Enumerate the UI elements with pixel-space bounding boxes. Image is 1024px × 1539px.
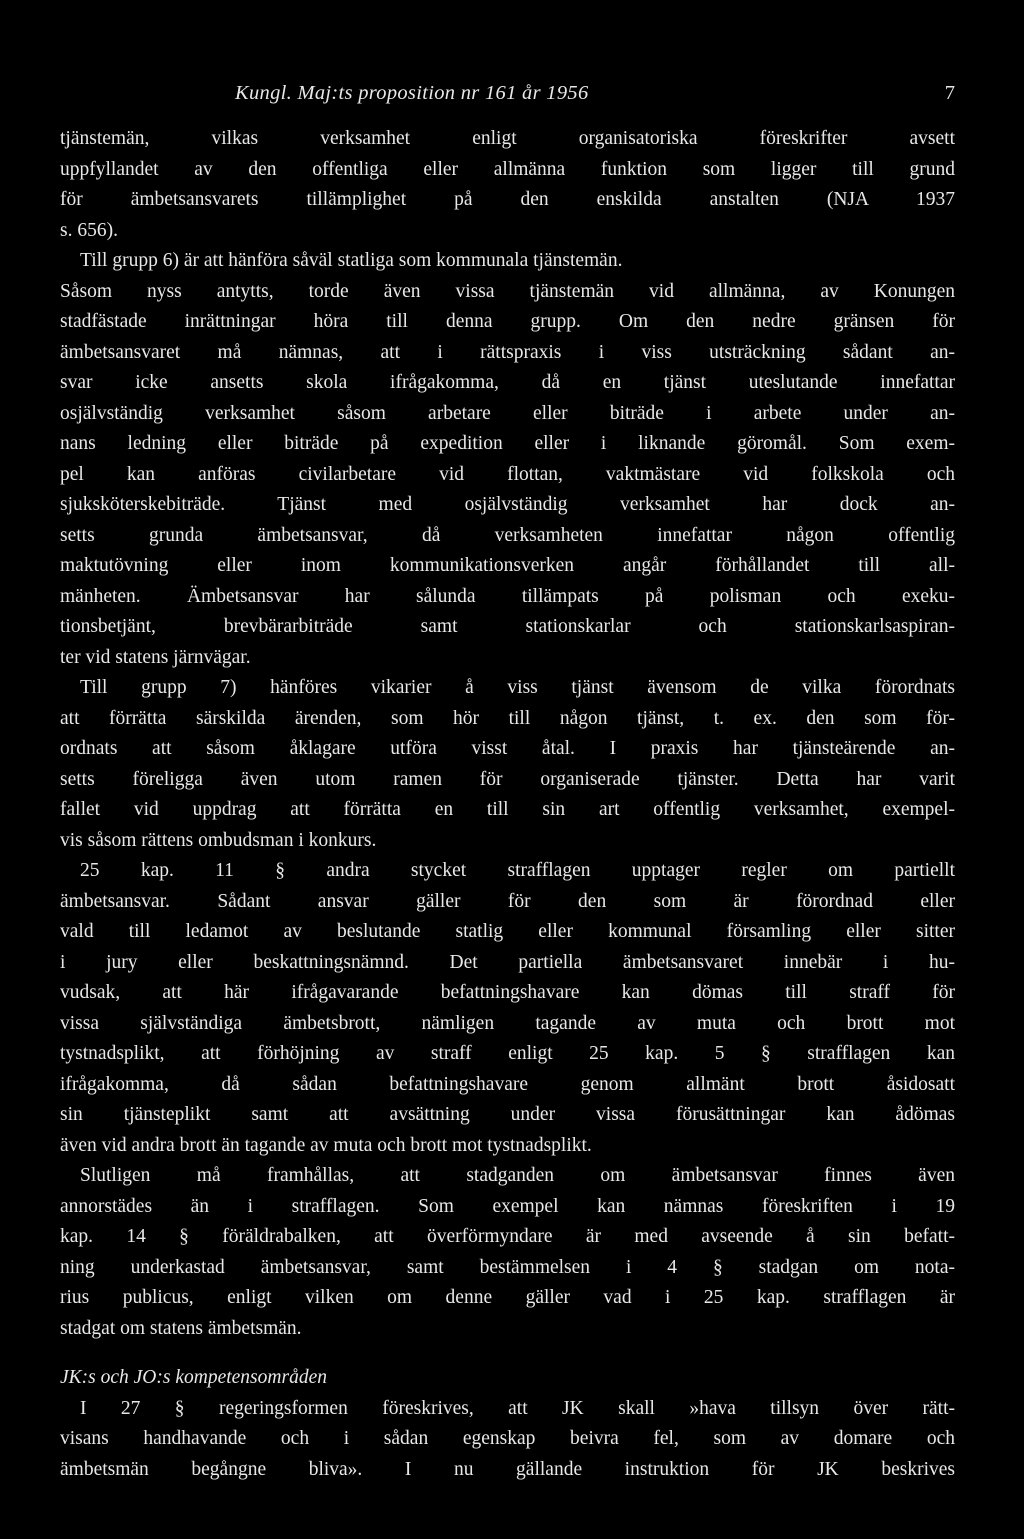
section-gap: [60, 1344, 955, 1363]
text-line: I 27 § regeringsformen föreskrives, att JK skall »hava tillsyn över rätt-: [80, 1397, 955, 1419]
text-line: vudsak, att här ifrågavarande befattningshavare kan dömas till straff för: [60, 982, 955, 1003]
text-line: sjuksköterskebiträde. Tjänst med osjälvständig verksamhet har dock an-: [60, 494, 955, 515]
text-line: osjälvständig verksamhet såsom arbetare eller biträde i arbete under an-: [60, 402, 955, 424]
text-line: stadfästade inrättningar höra till denna grupp. Om den nedre gränsen för: [60, 311, 955, 332]
text-line: ämbetsansvaret må nämnas, att i rättspraxis i viss utsträckning sådant an-: [60, 341, 955, 363]
header-title: Kungl. Maj:ts proposition nr 161 år 1956: [235, 82, 589, 104]
text-line: vis såsom rättens ombudsman i konkurs.: [60, 829, 377, 851]
text-line: rius publicus, enligt vilken om denne gäller vad i 25 kap. strafflagen är: [60, 1287, 955, 1308]
section-body-text: [60, 1394, 955, 1486]
text-line: s. 656).: [60, 219, 118, 241]
text-line: ämbetsmän begångne bliva». I nu gällande instruktion för JK beskrives: [60, 1458, 955, 1480]
text-line: annorstädes än i strafflagen. Som exempel kan nämnas föreskriften i 19: [60, 1195, 955, 1217]
text-line: för ämbetsansvarets tillämplighet på den enskilda anstalten (NJA 1937: [60, 189, 955, 210]
text-line: uppfyllandet av den offentliga eller allmänna funktion som ligger till grund: [60, 158, 955, 180]
text-line: ordnats att såsom åklagare utföra visst åtal. I praxis har tjänsteärende an-: [60, 738, 955, 759]
text-line: ämbetsansvar. Sådant ansvar gäller för den som är förordnad eller: [60, 890, 955, 912]
text-line: att förrätta särskilda ärenden, som hör till någon tjänst, t. ex. den som för-: [60, 707, 955, 729]
text-line: ter vid statens järnvägar.: [60, 646, 251, 668]
text-line: Slutligen må framhållas, att stadganden om ämbetsansvar finnes även: [80, 1165, 955, 1186]
running-header: [60, 82, 955, 116]
document-page: [60, 82, 955, 1485]
text-line: nans ledning eller biträde på expedition eller i liknande göromål. Som exem-: [60, 433, 955, 454]
text-line: vissa självständiga ämbetsbrott, nämligen tagande av muta och brott mot: [60, 1012, 955, 1034]
text-line: fallet vid uppdrag att förrätta en till sin art offentlig verksamhet, exempel-: [60, 799, 955, 820]
text-line: stadgat om statens ämbetsmän.: [60, 1317, 302, 1339]
text-line: kap. 14 § föräldrabalken, att överförmyndare är med avseende å sin befatt-: [60, 1226, 955, 1247]
text-line: pel kan anföras civilarbetare vid flottan, vaktmästare vid folkskola och: [60, 463, 955, 485]
body-text: [60, 124, 955, 1344]
text-line: Till grupp 6) är att hänföra såväl statliga som kommunala tjänstemän.: [80, 250, 623, 271]
text-line: visans handhavande och i sådan egenskap beivra fel, som av domare och: [60, 1428, 955, 1449]
text-line: maktutövning eller inom kommunikationsverken angår förhållandet till all-: [60, 555, 955, 576]
text-line: tionsbetjänt, brevbärarbiträde samt stationskarlar och stationskarlsaspiran-: [60, 616, 955, 637]
text-line: mänheten. Ämbetsansvar har sålunda tillämpats på polisman och exeku-: [60, 585, 955, 607]
section-heading: JK:s och JO:s kompetensområden: [60, 1367, 327, 1388]
text-line: tystnadsplikt, att förhöjning av straff enligt 25 kap. 5 § strafflagen kan: [60, 1043, 955, 1064]
text-line: även vid andra brott än tagande av muta och brott mot tystnadsplikt.: [60, 1134, 592, 1156]
text-line: Såsom nyss antytts, torde även vissa tjänstemän vid allmänna, av Konungen: [60, 280, 955, 302]
text-line: i jury eller beskattningsnämnd. Det partiella ämbetsansvaret innebär i hu-: [60, 951, 955, 973]
text-line: setts grunda ämbetsansvar, då verksamheten innefattar någon offentlig: [60, 524, 955, 546]
text-line: 25 kap. 11 § andra stycket strafflagen upptager regler om partiellt: [80, 860, 955, 881]
text-line: setts föreligga även utom ramen för organiserade tjänster. Detta har varit: [60, 768, 955, 790]
text-line: tjänstemän, vilkas verksamhet enligt organisatoriska föreskrifter avsett: [60, 128, 955, 149]
text-line: vald till ledamot av beslutande statlig eller kommunal församling eller sitter: [60, 921, 955, 942]
text-line: ifrågakomma, då sådan befattningshavare genom allmänt brott åsidosatt: [60, 1073, 955, 1095]
text-line: sin tjänsteplikt samt att avsättning under vissa förusättningar kan ådömas: [60, 1104, 955, 1125]
text-line: ning underkastad ämbetsansvar, samt bestämmelsen i 4 § stadgan om nota-: [60, 1256, 955, 1278]
page-number: 7: [944, 82, 955, 104]
text-line: svar icke ansetts skola ifrågakomma, då en tjänst uteslutande innefattar: [60, 372, 955, 393]
text-line: Till grupp 7) hänföres vikarier å viss tjänst ävensom de vilka förordnats: [80, 677, 955, 698]
